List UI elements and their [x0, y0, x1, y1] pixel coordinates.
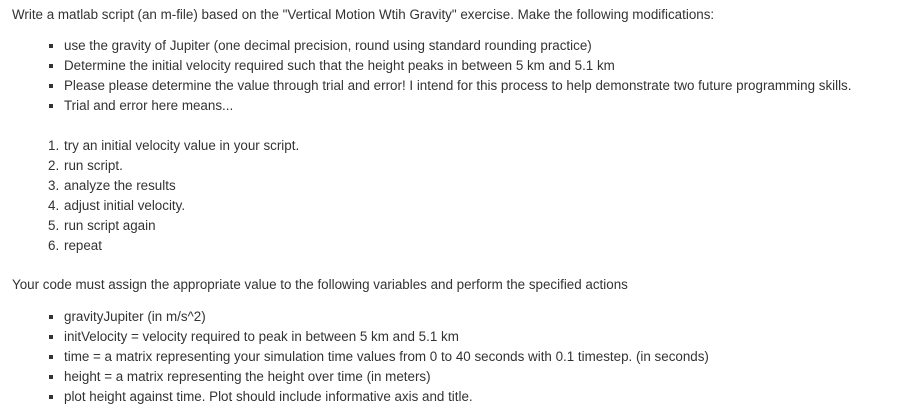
step-number: 4.: [48, 198, 60, 213]
list-item: initVelocity = velocity required to peak in between 5 km and 5.1 km: [12, 327, 709, 347]
list-item: use the gravity of Jupiter (one decimal precision, round using standard rounding practice): [12, 36, 851, 56]
bullet-icon: [49, 84, 53, 88]
bullet-icon: [49, 64, 53, 68]
step-number: 5.: [48, 218, 60, 233]
bullet-icon: [49, 355, 53, 359]
variables-list: [12, 307, 709, 407]
step-item: 1. try an initial velocity value in your script.: [12, 136, 299, 156]
bullet-icon: [49, 335, 53, 339]
bullet-icon: [49, 395, 53, 399]
trial-error-steps: [12, 136, 299, 256]
bullet-icon: [49, 375, 53, 379]
modifications-list: [12, 36, 851, 116]
step-item: 3. analyze the results: [12, 176, 299, 196]
list-item: Please please determine the value through trial and error! I intend for this process to help demonstrate two future programming skills.: [12, 76, 851, 96]
variables-intro: Your code must assign the appropriate value to the following variables and perform the specified actions: [12, 277, 628, 292]
list-item: Determine the initial velocity required such that the height peaks in between 5 km and 5.1 km: [12, 56, 851, 76]
bullet-icon: [49, 104, 53, 108]
bullet-icon: [49, 44, 53, 48]
step-item: 2. run script.: [12, 156, 299, 176]
step-number: 1.: [48, 138, 60, 153]
step-item: 5. run script again: [12, 216, 299, 236]
step-item: 6. repeat: [12, 236, 299, 256]
list-item: gravityJupiter (in m/s^2): [12, 307, 709, 327]
list-item: time = a matrix representing your simulation time values from 0 to 40 seconds with 0.1 timestep. (in seconds): [12, 347, 709, 367]
intro-paragraph: Write a matlab script (an m-file) based on the "Vertical Motion Wtih Gravity" exercise. Make the following modifications:: [12, 7, 715, 22]
bullet-icon: [49, 315, 53, 319]
list-item: plot height against time. Plot should include informative axis and title.: [12, 387, 709, 407]
list-item: Trial and error here means...: [12, 96, 851, 116]
list-item: height = a matrix representing the height over time (in meters): [12, 367, 709, 387]
step-number: 6.: [48, 238, 60, 253]
step-item: 4. adjust initial velocity.: [12, 196, 299, 216]
step-number: 2.: [48, 158, 60, 173]
step-number: 3.: [48, 178, 60, 193]
